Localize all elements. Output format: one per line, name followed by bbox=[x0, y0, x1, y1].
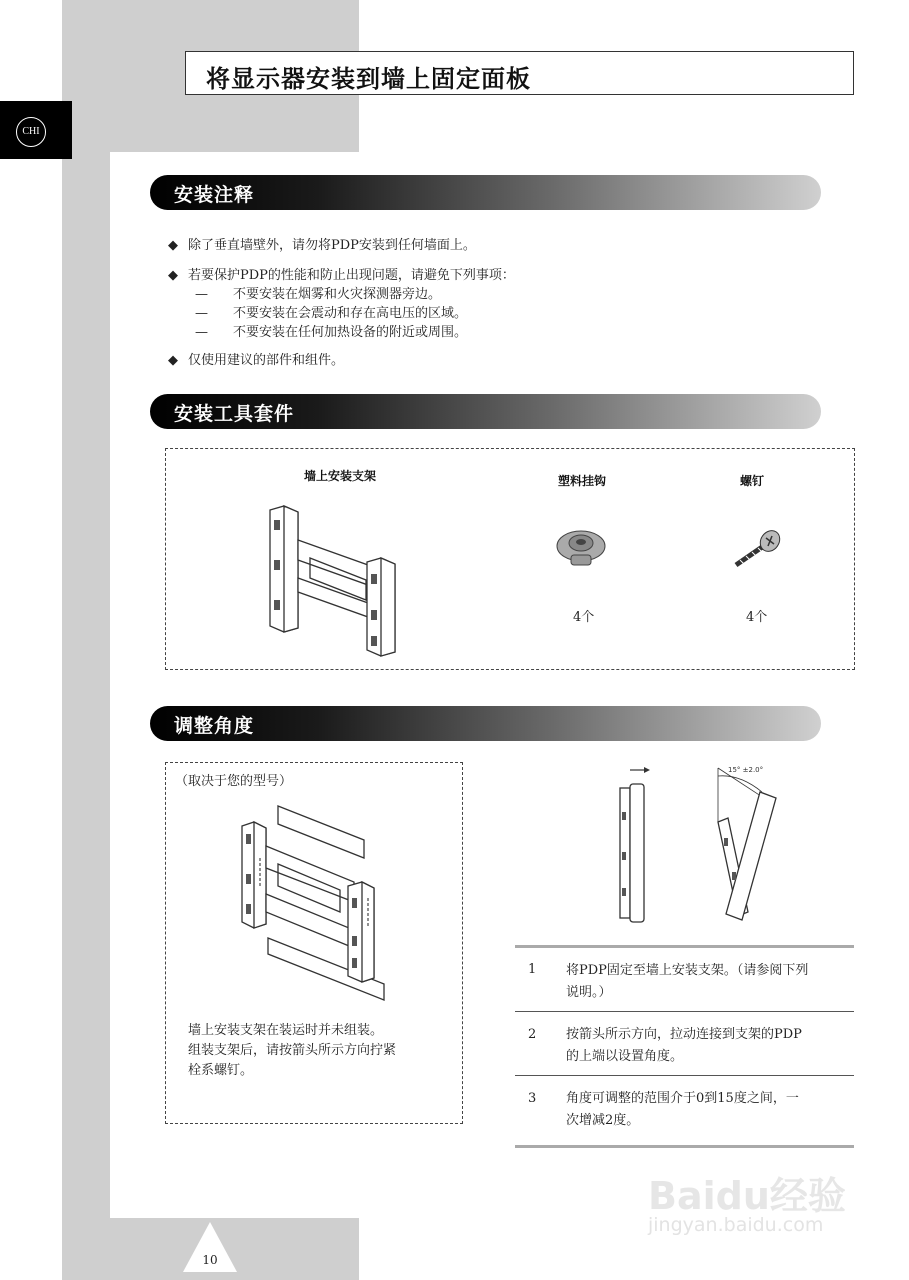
screw-illustration bbox=[730, 527, 786, 571]
step-text-line: 将PDP固定至墙上安装支架。（请参阅下列 bbox=[566, 963, 809, 978]
page-title: 将显示器安装到墙上固定面板 bbox=[206, 64, 531, 93]
note-text: 仅使用建议的部件和组件。 bbox=[188, 353, 345, 368]
step-text-line: 说明。） bbox=[566, 985, 612, 1000]
tilt-side-view-illustration bbox=[600, 762, 790, 932]
section-heading-kit-label: 安装工具套件 bbox=[174, 403, 295, 425]
step-number: 3 bbox=[528, 1091, 537, 1106]
step-text bbox=[566, 1024, 846, 1068]
box-text-line: 栓系螺钉。 bbox=[188, 1063, 254, 1078]
gray-left-band bbox=[62, 0, 110, 1280]
kit-label-screw: 螺钉 bbox=[739, 474, 764, 488]
dash-marker: — bbox=[195, 325, 208, 340]
kit-qty-hook: 4个 bbox=[573, 610, 595, 625]
step-number: 1 bbox=[528, 962, 537, 977]
bullet-diamond: ◆ bbox=[168, 238, 178, 253]
bullet-diamond: ◆ bbox=[168, 353, 178, 368]
step-text-line: 按箭头所示方向，拉动连接到支架的PDP bbox=[566, 1027, 802, 1042]
assembled-bracket-illustration bbox=[234, 798, 384, 1010]
page-title-box bbox=[185, 51, 854, 95]
wall-bracket-illustration bbox=[262, 500, 412, 660]
angle-label: 15° ±2.0° bbox=[728, 766, 764, 774]
kit-label-bracket: 墙上安装支架 bbox=[303, 469, 376, 483]
watermark-logo: Baidu经验 bbox=[648, 1174, 846, 1218]
sub-item bbox=[195, 302, 467, 321]
steps-bottom-rule bbox=[515, 1145, 854, 1148]
section-heading-kit bbox=[150, 394, 821, 429]
sub-item bbox=[195, 283, 441, 302]
dash-marker: — bbox=[195, 306, 208, 321]
step-divider bbox=[515, 1075, 854, 1076]
kit-qty-screw: 4个 bbox=[746, 610, 768, 625]
sub-item-text: 不要安装在烟雾和火灾探测器旁边。 bbox=[233, 287, 442, 302]
note-text: 若要保护PDP的性能和防止出现问题，请避免下列事项： bbox=[188, 268, 515, 283]
page-number: 10 bbox=[202, 1253, 218, 1267]
bullet-diamond: ◆ bbox=[168, 268, 178, 283]
plastic-hook-illustration bbox=[554, 522, 614, 572]
model-note: （取决于您的型号） bbox=[175, 774, 293, 789]
sub-item-text: 不要安装在任何加热设备的附近或周围。 bbox=[233, 325, 468, 340]
step-text bbox=[566, 960, 846, 1004]
box-text-line: 墙上安装支架在装运时并未组装。 bbox=[188, 1023, 384, 1038]
step-text-line: 角度可调整的范围介于0到15度之间，一 bbox=[566, 1091, 799, 1106]
section-heading-notes bbox=[150, 175, 821, 210]
dash-marker: — bbox=[195, 287, 208, 302]
step-number: 2 bbox=[528, 1027, 537, 1042]
step-text bbox=[566, 1088, 846, 1132]
step-text-line: 的上端以设置角度。 bbox=[566, 1049, 684, 1064]
sub-item-text: 不要安装在会震动和存在高电压的区域。 bbox=[233, 306, 468, 321]
note-text: 除了垂直墙壁外，请勿将PDP安装到任何墙面上。 bbox=[188, 238, 476, 253]
sub-item bbox=[195, 321, 467, 340]
watermark-url: jingyan.baidu.com bbox=[648, 1214, 824, 1236]
section-heading-notes-label: 安装注释 bbox=[174, 184, 255, 206]
section-heading-adjust-label: 调整角度 bbox=[174, 715, 255, 737]
steps-top-rule bbox=[515, 945, 854, 948]
box-text-line: 组装支架后，请按箭头所示方向拧紧 bbox=[188, 1043, 397, 1058]
step-divider bbox=[515, 1011, 854, 1012]
note-item bbox=[168, 264, 515, 283]
language-tab-label: CHI bbox=[16, 117, 46, 147]
note-item bbox=[168, 349, 344, 368]
step-text-line: 次增减2度。 bbox=[566, 1113, 640, 1128]
kit-label-hook: 塑料挂钩 bbox=[557, 474, 606, 488]
section-heading-adjust bbox=[150, 706, 821, 741]
note-item bbox=[168, 234, 476, 253]
